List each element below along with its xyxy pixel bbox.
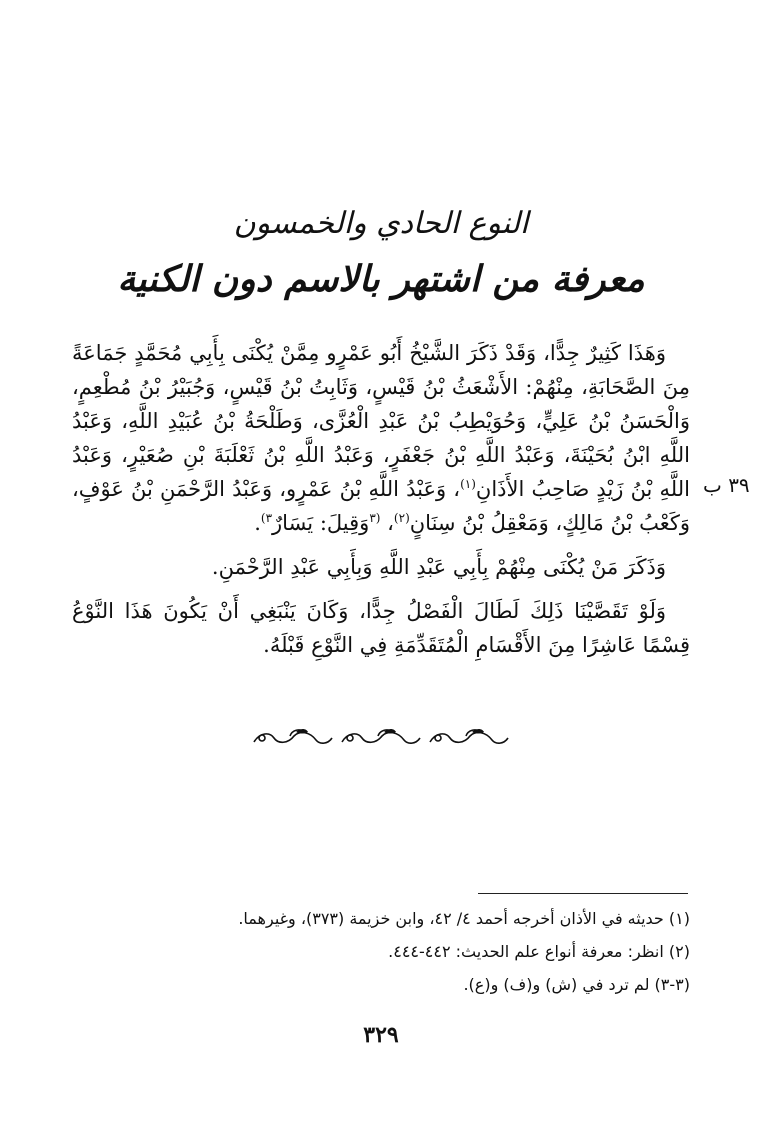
paragraph-1-text-c: ، xyxy=(380,511,394,535)
main-text xyxy=(72,336,690,662)
chapter-title: النوع الحادي والخمسون xyxy=(233,206,529,241)
manuscript-folio-marker: ٣٩ ب xyxy=(703,473,750,497)
paragraph-1-text-e: . xyxy=(254,511,261,535)
ornament-motif-center xyxy=(342,730,420,743)
footnote-ref-1[interactable]: (١) xyxy=(460,477,476,491)
paragraph-1-text-a: وَهَذَا كَثِيرٌ جِدًّا، وَقَدْ ذَكَرَ الشَّيْخُ أَبُو عَمْرٍو مِمَّنْ يُكْنَى بِأَبِي مُحَمَّدٍ جَمَاعَةً مِنَ الصَّحَابَةِ، مِنْهُمْ: الأَشْعَثُ بْنُ قَيْسٍ، وَثَابِتُ بْنُ قَيْسٍ، وَجُبَيْرُ بْنُ مُطْعِمٍ، وَالْحَسَنُ بْنُ عَلِيٍّ، وَحُوَيْطِبُ بْنُ عَبْدِ الْعُزَّى، وَطَلْحَةُ بْنُ عُبَيْدِ اللَّهِ، وَعَبْدُ اللَّهِ ابْنُ بُحَيْنَةَ، وَعَبْدُ اللَّهِ بْنُ جَعْفَرٍ، وَعَبْدُ اللَّهِ بْنُ ثَعْلَبَةَ بْنِ صُعَيْرٍ، وَعَبْدُ اللَّهِ بْنُ زَيْدٍ صَاحِبُ الأَذَانِ xyxy=(72,341,690,501)
footnote-separator xyxy=(478,893,688,894)
footnote-2: (٢) انظر: معرفة أنواع علم الحديث: ٤٤٢-٤٤٤. xyxy=(388,942,690,961)
paragraph-1 xyxy=(72,336,690,540)
paragraph-2: وَذَكَرَ مَنْ يُكْنَى مِنْهُمْ بِأَبِي عَبْدِ اللَّهِ وَبِأَبِي عَبْدِ الرَّحْمَنِ. xyxy=(211,555,666,579)
ornament-motif-right xyxy=(430,730,508,743)
footnote-ref-3-open[interactable]: (٣ xyxy=(369,511,381,525)
footnote-ref-3-close[interactable]: ٣) xyxy=(260,511,273,525)
chapter-subtitle: معرفة من اشتهر بالاسم دون الكنية xyxy=(117,258,645,300)
footnote-3: (٣-٣) لم ترد في (ش) و(ف) و(ع). xyxy=(463,975,690,994)
footnote-ref-2[interactable]: (٢) xyxy=(393,511,410,525)
paragraph-1-text-b: ، وَعَبْدُ اللَّهِ بْنُ عَمْرٍو، وَعَبْدُ الرَّحْمَنِ بْنُ عَوْفٍ، وَكَعْبُ بْنُ مَالِكٍ، وَمَعْقِلُ بْنُ سِنَانٍ xyxy=(72,477,690,535)
section-end-ornament xyxy=(250,720,514,756)
paragraph-1-text-d: وَقِيلَ: يَسَارٌ xyxy=(272,511,370,535)
page-number: ٣٢٩ xyxy=(363,1022,399,1048)
paragraph-3: وَلَوْ تَقَصَّيْنَا ذَلِكَ لَطَالَ الْفَصْلُ جِدًّا، وَكَانَ يَنْبَغِي أَنْ يَكُونَ هَذَا النَّوْعُ قِسْمًا عَاشِرًا مِنَ الأَقْسَامِ الْمُتَقَدِّمَةِ فِي النَّوْعِ قَبْلَهُ. xyxy=(72,599,690,657)
footnote-1: (١) حديثه في الأذان أخرجه أحمد ٤/ ٤٢، وابن خزيمة (٣٧٣)، وغيرهما. xyxy=(238,909,690,928)
footnotes xyxy=(72,902,690,1001)
ornament-motif-left xyxy=(254,730,332,743)
